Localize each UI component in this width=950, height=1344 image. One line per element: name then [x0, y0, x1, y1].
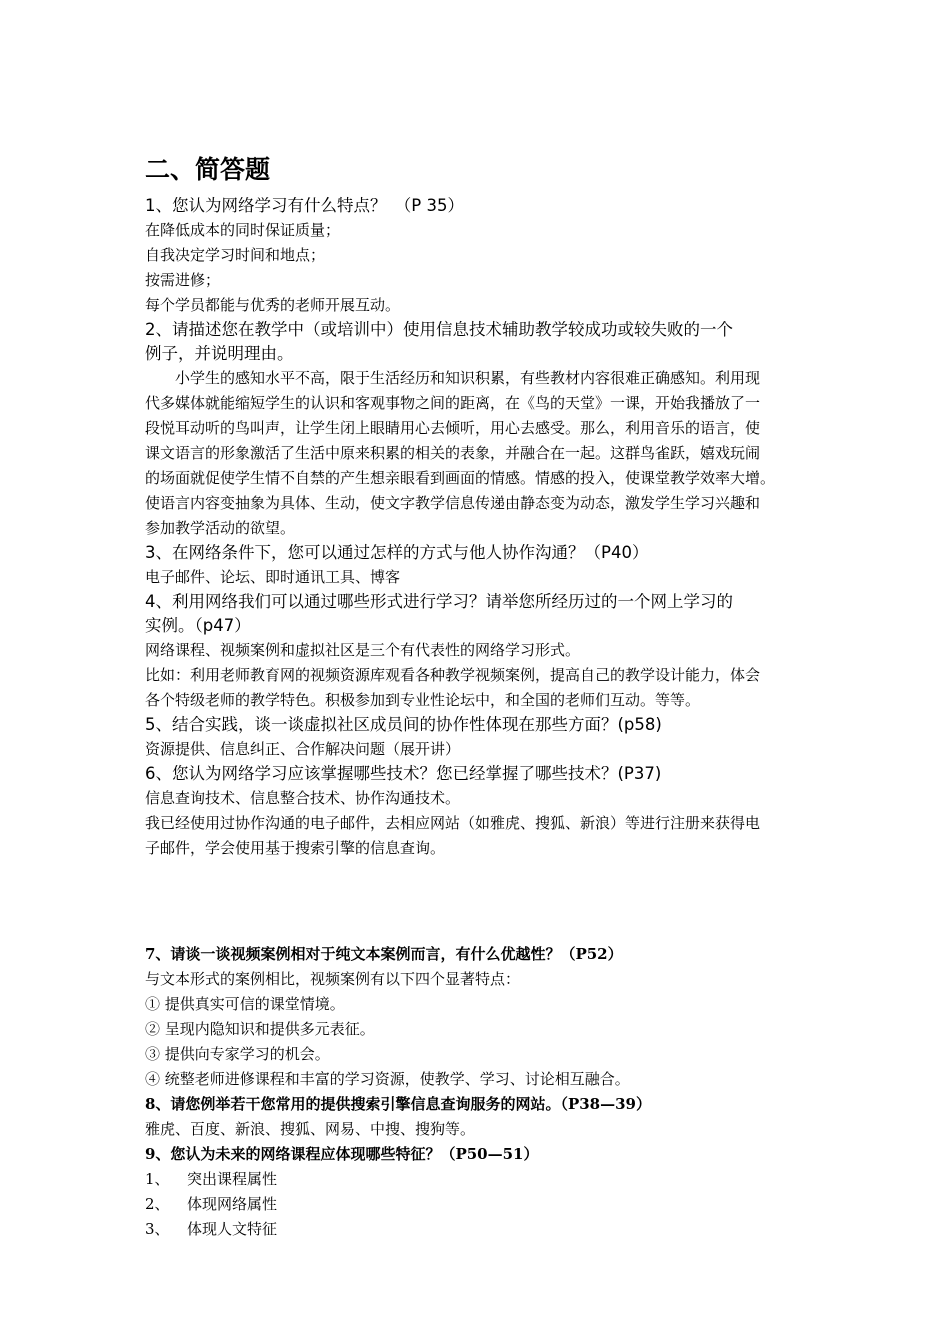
- answer-4-line: 网络课程、视频案例和虚拟社区是三个有代表性的网络学习形式。: [145, 641, 581, 659]
- list-item-number: 1、: [145, 1170, 170, 1188]
- list-item-text: 体现网络属性: [187, 1195, 278, 1213]
- question-4-line: 4、利用网络我们可以通过哪些形式进行学习？请举您所经历过的一个网上学习的: [145, 592, 733, 611]
- answer-2-line: 的场面就促使学生情不自禁的产生想亲眼看到画面的情感。情感的投入，使课堂教学效率大增。: [145, 469, 776, 487]
- question-4-line: 实例。（p47）: [145, 616, 251, 635]
- answer-7-line: 与文本形式的案例相比，视频案例有以下四个显著特点：: [145, 970, 521, 988]
- answer-2-paragraph: [145, 366, 845, 541]
- question-3: 3、在网络条件下，您可以通过怎样的方式与他人协作沟通？（P40）: [145, 543, 649, 562]
- list-item-number: 3、: [145, 1220, 170, 1238]
- question-9: 9、您认为未来的网络课程应体现哪些特征？（P50—51）: [145, 1145, 539, 1163]
- question-6: 6、您认为网络学习应该掌握哪些技术？您已经掌握了哪些技术？(P37): [145, 764, 662, 783]
- answer-1-line: 自我决定学习时间和地点；: [145, 246, 326, 264]
- section-two: [145, 942, 845, 1242]
- answer-6-line: 我已经使用过协作沟通的电子邮件，去相应网站（如雅虎、搜狐、新浪）等进行注册来获得电: [145, 814, 761, 832]
- list-item-text: 突出课程属性: [187, 1170, 278, 1188]
- question-7: 7、请谈一谈视频案例相对于纯文本案例而言，有什么优越性？（P52）: [145, 945, 623, 963]
- answer-2-line: 小学生的感知水平不高，限于生活经历和知识积累，有些教材内容很难正确感知。利用现: [145, 369, 761, 387]
- list-item: [145, 1192, 845, 1217]
- answer-1-line: 在降低成本的同时保证质量；: [145, 221, 341, 239]
- answer-5-line: 资源提供、信息纠正、合作解决问题（展开讲）: [145, 740, 461, 758]
- question-1: 1、您认为网络学习有什么特点？ （P 35）: [145, 196, 464, 215]
- list-item-text: 体现人文特征: [187, 1220, 278, 1238]
- answer-1-line: 按需进修；: [145, 271, 221, 289]
- question-2-line: 2、请描述您在教学中（或培训中）使用信息技术辅助教学较成功或较失败的一个: [145, 320, 733, 339]
- question-5: 5、结合实践，谈一谈虚拟社区成员间的协作性体现在那些方面？(p58): [145, 715, 662, 734]
- answer-2-line: 代多媒体就能缩短学生的认识和客观事物之间的距离，在《鸟的天堂》一课，开始我播放了一: [145, 394, 761, 412]
- answer-8-line: 雅虎、百度、新浪、搜狐、网易、中搜、搜狗等。: [145, 1120, 476, 1138]
- answer-6-line: 子邮件，学会使用基于搜索引擎的信息查询。: [145, 839, 446, 857]
- answer-2-line: 课文语言的形象激活了生活中原来积累的相关的表象，并融合在一起。这群鸟雀跃，嬉戏玩闹: [145, 444, 761, 462]
- question-2-line: 例子，并说明理由。: [145, 344, 294, 363]
- answer-3-line: 电子邮件、论坛、即时通讯工具、博客: [145, 568, 401, 586]
- answer-7-line: ① 提供真实可信的课堂情境。: [145, 995, 345, 1013]
- answer-1-line: 每个学员都能与优秀的老师开展互动。: [145, 296, 401, 314]
- answer-4-line: 比如：利用老师教育网的视频资源库观看各种教学视频案例，提高自己的教学设计能力，体会: [145, 666, 761, 684]
- list-item: [145, 1217, 845, 1242]
- question-8: 8、请您例举若干您常用的提供搜索引擎信息查询服务的网站。（P38—39）: [145, 1095, 651, 1113]
- answer-7-line: ② 呈现内隐知识和提供多元表征。: [145, 1020, 375, 1038]
- answer-7-line: ③ 提供向专家学习的机会。: [145, 1045, 330, 1063]
- answer-2-line: 段悦耳动听的鸟叫声，让学生闭上眼睛用心去倾听，用心去感受。那么，利用音乐的语言，使: [145, 419, 761, 437]
- answer-4-line: 各个特级老师的教学特色。积极参加到专业性论坛中，和全国的老师们互动。等等。: [145, 691, 701, 709]
- section-heading: 二、简答题: [145, 155, 271, 184]
- answer-2-line: 参加教学活动的欲望。: [145, 519, 296, 537]
- answer-2-line: 使语言内容变抽象为具体、生动，使文字教学信息传递由静态变为动态，激发学生学习兴趣和: [145, 494, 761, 512]
- list-item-number: 2、: [145, 1195, 170, 1213]
- answer-6-line: 信息查询技术、信息整合技术、协作沟通技术。: [145, 789, 461, 807]
- section-one: [145, 152, 845, 861]
- answer-7-line: ④ 统整老师进修课程和丰富的学习资源，使教学、学习、讨论相互融合。: [145, 1070, 630, 1088]
- list-item: [145, 1167, 845, 1192]
